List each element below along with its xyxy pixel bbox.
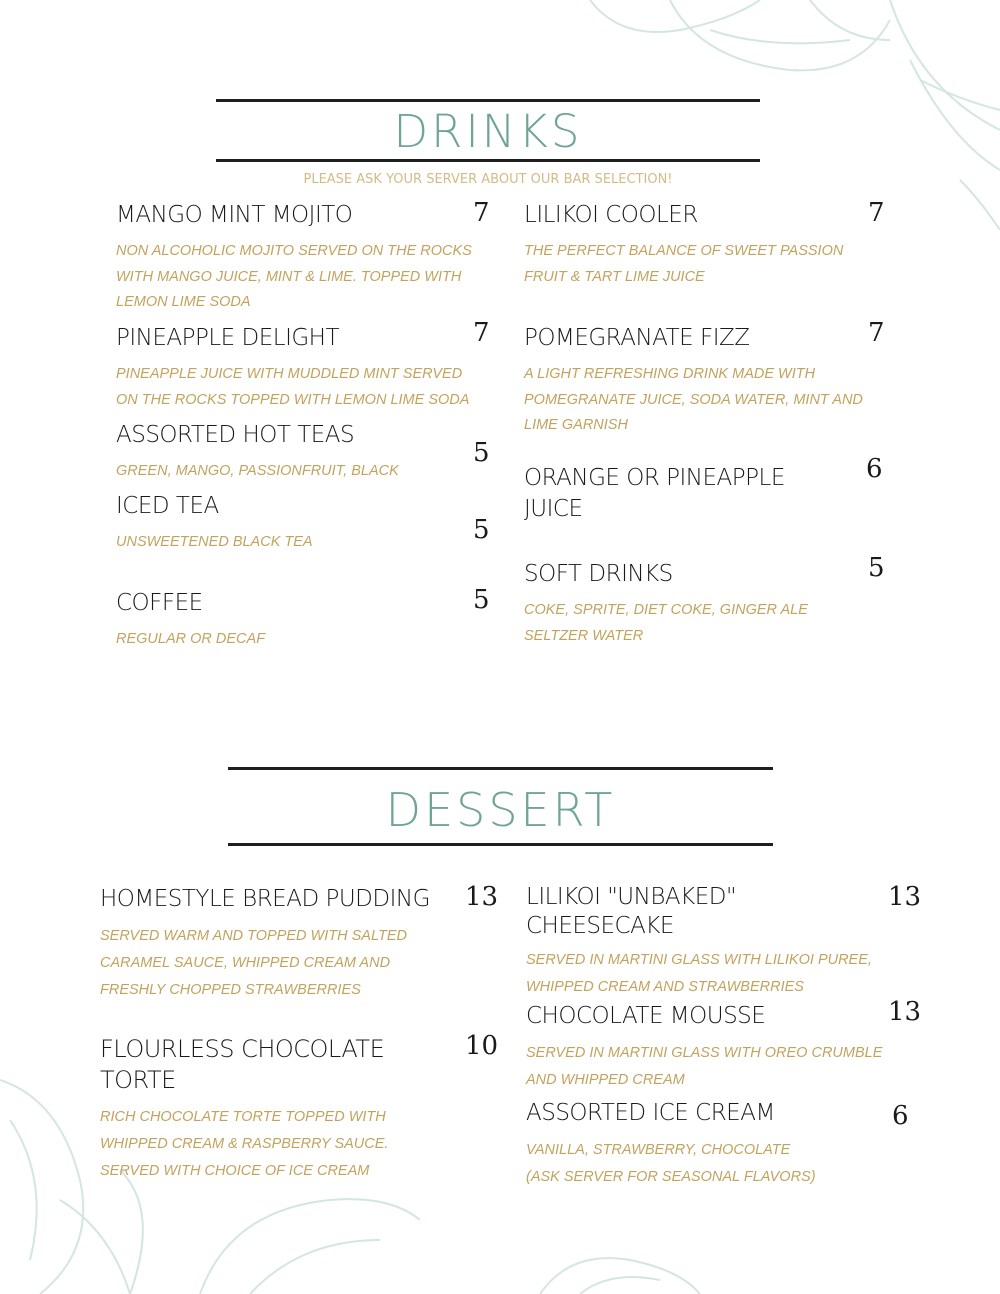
item-price: 5 [868,553,885,583]
drinks-title: DRINKS [393,105,583,158]
item-name: LILIKOI COOLER [524,202,698,228]
dessert-rule-top [228,767,773,770]
item-price: 6 [892,1101,909,1131]
item-price: 7 [868,318,885,348]
item-name: ORANGE OR PINEAPPLE JUICE [524,465,785,522]
dessert-title: DESSERT [385,783,616,837]
item-description: SERVED IN MARTINI GLASS WITH LILIKOI PUREE, WHIPPED CREAM AND STRAWBERRIES [526,952,872,995]
item-name: PINEAPPLE DELIGHT [116,325,340,351]
item-description: UNSWEETENED BLACK TEA [116,534,313,550]
item-description: REGULAR OR DECAF [116,631,266,647]
menu-item [524,323,884,439]
item-price: 13 [465,882,499,912]
menu-item [116,323,476,413]
item-price: 6 [866,454,883,484]
menu-item [116,420,476,485]
item-name: SOFT DRINKS [524,561,673,587]
drinks-note: PLEASE ASK YOUR SERVER ABOUT OUR BAR SELECTION! [303,172,673,187]
dessert-rule-bottom [228,843,773,846]
item-price: 7 [473,198,490,228]
menu-item [100,1034,430,1185]
item-price: 13 [888,997,922,1027]
item-description: NON ALCOHOLIC MOJITO SERVED ON THE ROCKS WITH MANGO JUICE, MINT & LIME. TOPPED WITH LEMON LIME SODA [116,243,472,310]
drinks-rule-bottom [216,159,760,162]
item-name: ASSORTED HOT TEAS [116,422,355,448]
item-name: FLOURLESS CHOCOLATE TORTE [100,1035,385,1094]
item-price: 7 [473,318,490,348]
item-description: RICH CHOCOLATE TORTE TOPPED WITH WHIPPED CREAM & RASPBERRY SAUCE. SERVED WITH CHOICE OF ICE CREAM [100,1109,389,1179]
item-price: 5 [473,585,490,615]
item-description: SERVED IN MARTINI GLASS WITH OREO CRUMBLE AND WHIPPED CREAM [526,1045,883,1088]
item-price: 5 [473,515,490,545]
menu-item [116,491,476,556]
item-name: ICED TEA [116,493,219,519]
menu-item [116,588,476,653]
item-name: LILIKOI "UNBAKED" CHEESECAKE [526,884,737,939]
item-price: 13 [888,882,922,912]
item-price: 10 [465,1031,499,1061]
item-description: GREEN, MANGO, PASSIONFRUIT, BLACK [116,463,399,479]
menu-item [524,559,884,649]
menu-item [100,884,450,1004]
item-name: POMEGRANATE FIZZ [524,325,750,351]
item-description: COKE, SPRITE, DIET COKE, GINGER ALE SELTZER WATER [524,602,808,644]
leaf-decoration-bottom-right [520,1200,720,1294]
item-name: MANGO MINT MOJITO [116,202,353,228]
item-name: COFFEE [116,590,203,616]
item-price: 5 [473,438,490,468]
item-description: THE PERFECT BALANCE OF SWEET PASSION FRUIT & TART LIME JUICE [524,243,844,285]
menu-item [524,200,884,290]
item-name: HOMESTYLE BREAD PUDDING [100,886,430,912]
drinks-rule-top [216,99,760,102]
item-name: CHOCOLATE MOUSSE [526,1003,766,1029]
menu-item [524,463,844,525]
item-name: ASSORTED ICE CREAM [526,1100,775,1126]
menu-item [526,883,896,1001]
menu-item [526,1001,896,1094]
item-price: 7 [868,198,885,228]
item-description: SERVED WARM AND TOPPED WITH SALTED CARAMEL SAUCE, WHIPPED CREAM AND FRESHLY CHOPPED STRAWBERRIES [100,928,407,998]
item-description: A LIGHT REFRESHING DRINK MADE WITH POMEGRANATE JUICE, SODA WATER, MINT AND LIME GARNISH [524,366,863,433]
menu-item [116,200,476,316]
menu-item [526,1098,896,1191]
item-description: VANILLA, STRAWBERRY, CHOCOLATE (ASK SERVER FOR SEASONAL FLAVORS) [526,1142,816,1185]
item-description: PINEAPPLE JUICE WITH MUDDLED MINT SERVED ON THE ROCKS TOPPED WITH LEMON LIME SODA [116,366,470,408]
